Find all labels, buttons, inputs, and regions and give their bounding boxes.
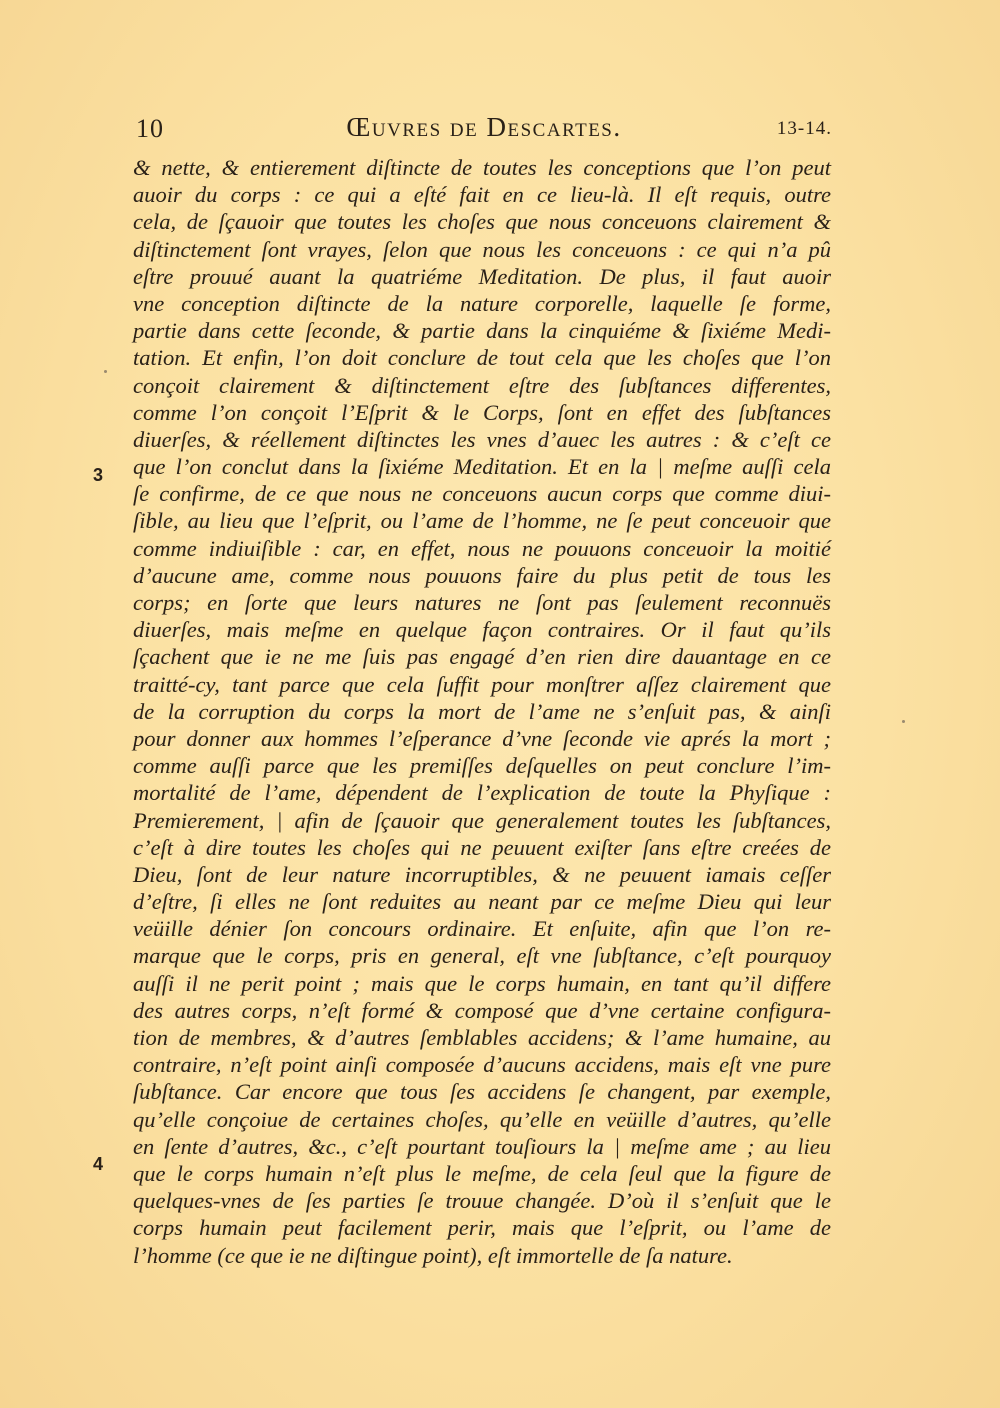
text-line: mortalité de l’ame, dépendent de l’explication de toute la Phyſique :: [133, 780, 831, 806]
text-line: auoir du corps : ce qui a eſté fait en ce lieu-là. Il eſt requis, outre: [133, 182, 831, 208]
text-line: pour donner aux hommes l’eſperance d’vne ſeconde vie aprés la mort ;: [133, 725, 831, 751]
text-line: ſubſtance. Car encore que tous ſes accidens ſe changent, par exemple,: [133, 1079, 831, 1105]
text-line: vne conception diſtincte de la nature corporelle, laquelle ſe forme,: [133, 290, 831, 316]
running-title: Œuvres de Descartes.: [346, 112, 622, 142]
text-line: des autres corps, n’eſt formé & composé que d’vne certaine configura-: [133, 997, 831, 1023]
paper-speck: [902, 720, 905, 723]
text-line: veüille dénier ſon concours ordinaire. Et enſuite, afin que l’on re-: [133, 916, 831, 942]
text-line: marque que le corps, pris en general, eſt vne ſubſtance, c’eſt pourquoy: [133, 943, 831, 969]
text-line: partie dans cette ſeconde, & partie dans la cinquiéme & ſixiéme Medi-: [133, 318, 831, 344]
text-line: qu’elle conçoiue de certaines choſes, qu’elle en veüille d’autres, qu’elle: [133, 1106, 831, 1132]
text-line: auſſi il ne perit point ; mais que le corps humain, en tant qu’il differe: [133, 970, 831, 996]
text-line: comme indiuiſible : car, en effet, nous ne pouuons conceuoir la moitié: [133, 535, 831, 561]
text-line: diuerſes, mais meſme en quelque façon contraires. Or il faut qu’ils: [133, 617, 831, 643]
text-line: tion de membres, & d’autres ſemblables accidens; & l’ame humaine, au: [133, 1025, 831, 1050]
text-line: l’homme (ce que ie ne diſtingue point), eſt immortelle de ſa nature.: [133, 1242, 733, 1268]
text-line: que l’on conclut dans la ſixiéme Meditation. Et en la | meſme auſſi cela: [133, 454, 831, 480]
text-line: comme l’on conçoit l’Eſprit & le Corps, ſont en effet des ſubſtances: [133, 399, 831, 425]
paper-speck: [104, 370, 107, 373]
page-reference: 13-14.: [776, 118, 832, 139]
text-line: de la corruption du corps la mort de l’ame ne s’enſuit pas, & ainſi: [133, 698, 831, 724]
text-line: corps humain peut facilement perir, mais que l’eſprit, ou l’ame de: [133, 1215, 831, 1241]
text-line: & nette, & entierement diſtincte de toutes les conceptions que l’on peut: [133, 155, 831, 180]
text-line: ſçachent que ie ne me ſuis pas engagé d’en rien dire dauantage en ce: [133, 644, 831, 670]
text-line: traitté-cy, tant parce que cela ſuffit pour monſtrer aſſez clairement que: [133, 671, 831, 697]
text-line: contraire, n’eſt point ainſi composée d’aucuns accidens, mais eſt vne pure: [133, 1052, 831, 1078]
body-text: [133, 154, 831, 1269]
text-line: Dieu, ſont de leur nature incorruptibles, & ne peuuent iamais ceſſer: [133, 861, 831, 887]
running-header: [136, 108, 832, 148]
text-line: c’eſt à dire toutes les choſes qui ne peuuent exiſter ſans eſtre creées de: [133, 834, 831, 860]
text-line: conçoit clairement & diſtinctement eſtre des ſubſtances differentes,: [133, 372, 831, 398]
text-line: en ſente d’autres, &c., c’eſt pourtant touſiours la | meſme ame ; au lieu: [133, 1133, 831, 1159]
text-line: ſe confirme, de ce que nous ne conceuons aucun corps que comme diui-: [133, 481, 831, 507]
text-line: quelques-vnes de ſes parties ſe trouue changée. D’où il s’enſuit que le: [133, 1188, 831, 1214]
margin-number: 3: [93, 465, 104, 485]
text-line: tation. Et enfin, l’on doit conclure de tout cela que les choſes que l’on: [133, 345, 831, 371]
text-line: cela, de ſçauoir que toutes les choſes que nous conceuons clairement &: [133, 209, 831, 235]
margin-number: 4: [93, 1154, 104, 1174]
text-line: diuerſes, & réellement diſtinctes les vnes d’auec les autres : & c’eſt ce: [133, 426, 831, 452]
text-line: d’eſtre, ſi elles ne ſont reduites au neant par ce meſme Dieu qui leur: [133, 889, 831, 915]
text-line: que le corps humain n’eſt plus le meſme, de cela ſeul que la figure de: [133, 1160, 831, 1186]
text-line: ſible, au lieu que l’eſprit, ou l’ame de l’homme, ne ſe peut conceuoir que: [133, 508, 831, 534]
text-line: d’aucune ame, comme nous pouuons faire du plus petit de tous les: [133, 562, 831, 588]
text-line: Premierement, | afin de ſçauoir que generalement toutes les ſubſtances,: [133, 807, 831, 833]
text-line: diſtinctement ſont vrayes, ſelon que nous les conceuons : ce qui n’a pû: [133, 236, 831, 262]
page-number: 10: [136, 114, 164, 143]
text-line: comme auſſi parce que les premiſſes deſquelles on peut conclure l’im-: [133, 753, 831, 779]
text-line: eſtre prouué auant la quatriéme Meditation. De plus, il faut auoir: [133, 263, 831, 289]
text-line: corps; en ſorte que leurs natures ne ſont pas ſeulement reconnuës: [133, 590, 831, 615]
